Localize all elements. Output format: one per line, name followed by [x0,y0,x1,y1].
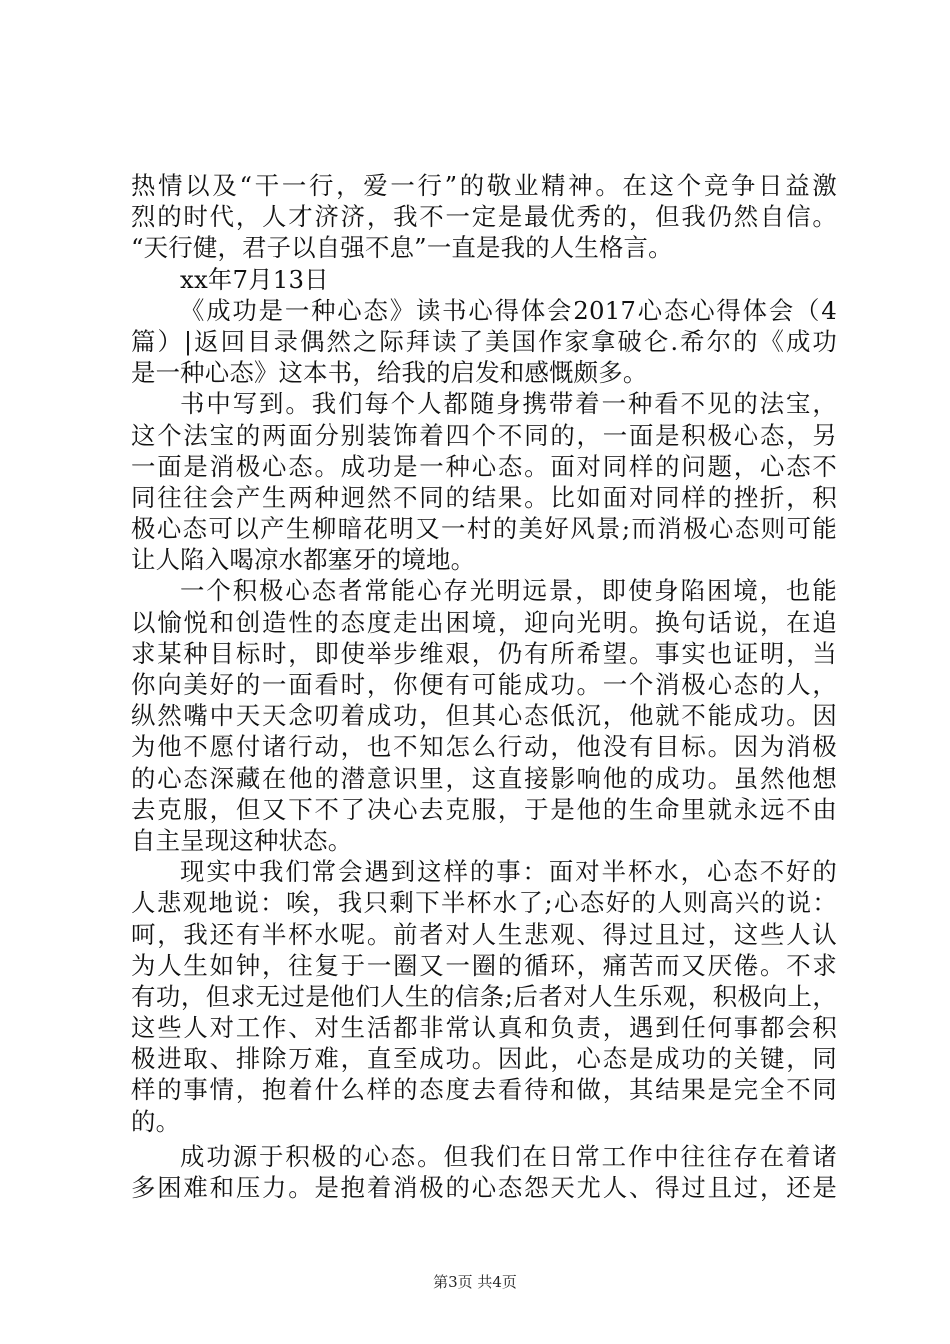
text-line: 为他不愿付诸行动，也不知怎么行动，他没有目标。因为消极 [131,732,837,762]
page-footer: 第3页 共4页 [433,1273,517,1291]
document-body [131,170,837,1203]
text-line: 去克服，但又下不了决心去克服，于是他的生命里就永远不由 [131,794,837,824]
text-line: 呵，我还有半杯水呢。前者对人生悲观、得过且过，这些人认 [131,919,837,949]
text-line: 烈的时代，人才济济，我不一定是最优秀的，但我仍然自信。 [131,202,837,232]
text-line: 有功，但求无过是他们人生的信条;后者对人生乐观，积极向上， [131,981,837,1011]
text-line: xx年7月13日 [180,264,329,294]
text-line: “天行健，君子以自强不息”一直是我的人生格言。 [131,233,673,263]
text-line: 现实中我们常会遇到这样的事：面对半杯水，心态不好的 [180,857,837,887]
text-line: 的。 [131,1106,181,1136]
text-line: 自主呈现这种状态。 [131,825,353,855]
text-line: 人悲观地说：唉，我只剩下半杯水了;心态好的人则高兴的说： [131,888,837,918]
text-line: 同往往会产生两种迥然不同的结果。比如面对同样的挫折，积 [131,482,837,512]
text-line: 多困难和压力。是抱着消极的心态怨天尤人、得过且过，还是 [131,1173,837,1202]
text-line: 为人生如钟，往复于一圈又一圈的循环，痛苦而又厌倦。不求 [131,950,837,980]
text-line: 这些人对工作、对生活都非常认真和负责，遇到任何事都会积 [131,1013,837,1043]
text-line: 纵然嘴中天天念叨着成功，但其心态低沉，他就不能成功。因 [131,701,837,731]
text-line: 书中写到。我们每个人都随身携带着一种看不见的法宝， [180,389,837,419]
text-line: 一面是消极心态。成功是一种心态。面对同样的问题，心态不 [131,451,837,481]
text-line: 以愉悦和创造性的态度走出困境，迎向光明。换句话说，在追 [131,607,837,637]
text-line: 样的事情，抱着什么样的态度去看待和做，其结果是完全不同 [131,1075,837,1105]
text-line: 一个积极心态者常能心存光明远景，即使身陷困境，也能 [180,576,837,606]
text-line: 极进取、排除万难，直至成功。因此，心态是成功的关键，同 [131,1044,837,1074]
text-line: 极心态可以产生柳暗花明又一村的美好风景;而消极心态则可能 [131,514,837,544]
text-line: 是一种心态》这本书，给我的启发和感慨颇多。 [131,358,648,388]
text-line: 让人陷入喝凉水都塞牙的境地。 [131,545,476,575]
text-line: 《成功是一种心态》读书心得体会2017心态心得体会（4 [180,295,837,325]
text-line: 你向美好的一面看时，你便有可能成功。一个消极心态的人， [131,670,837,699]
text-line: 这个法宝的两面分别装饰着四个不同的，一面是积极心态，另 [131,420,837,450]
text-line: 成功源于积极的心态。但我们在日常工作中往往存在着诸 [180,1141,837,1171]
text-line: 的心态深藏在他的潜意识里，这直接影响他的成功。虽然他想 [131,763,837,793]
text-line: 篇）|返回目录偶然之际拜读了美国作家拿破仑.希尔的《成功 [131,326,837,356]
text-line: 热情以及“干一行，爱一行”的敬业精神。在这个竞争日益激 [131,171,837,200]
text-line: 求某种目标时，即使举步维艰，仍有所希望。事实也证明，当 [131,638,837,668]
